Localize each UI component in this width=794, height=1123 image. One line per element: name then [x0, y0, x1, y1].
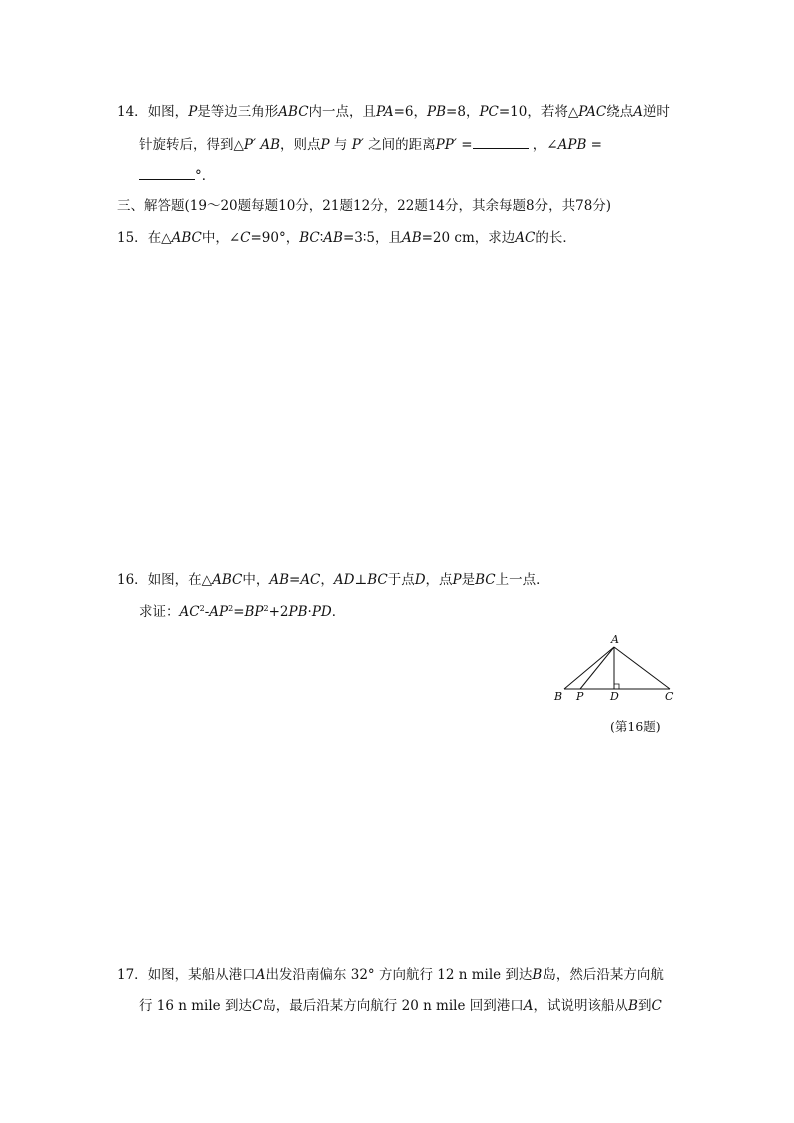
label-D: D [610, 690, 619, 703]
right-angle-mark [614, 684, 619, 689]
q16-figure-caption: (第16题) [610, 719, 661, 734]
q16-proof-statement: 求证：$AC^2-AP^2=BP^2+2PB\cdot PD$． [139, 604, 346, 620]
q16-number: 16． [117, 572, 148, 588]
label-P: P [576, 690, 584, 703]
q14-answer-blank-2[interactable] [139, 165, 195, 180]
q14-line-2: 针旋转后，得到△P′ AB，则点P 与 P′ 之间的距离PP′ = ，∠APB = [139, 134, 602, 155]
q17-number: 17． [117, 967, 148, 983]
q17-line-2: 行 16 n mile 到达C岛，最后沿某方向航行 20 n mile 回到港口A，试说明该船从B到C [139, 998, 662, 1014]
q15-number: 15． [117, 230, 148, 246]
segment-AB [564, 647, 614, 689]
q16-triangle-figure [546, 630, 686, 710]
q17-line-1: 17．如图，某船从港口A出发沿南偏东 32° 方向航行 12 n mile 到达B岛，然后沿某方向航 [117, 967, 664, 983]
q15-line-1: 15．在△ABC中，∠C=90°，BC∶AB=3∶5，且AB=20 cm，求边AC的长． [117, 230, 576, 246]
q16-line-1: 16．如图，在△ABC中，AB=AC，AD⊥BC于点D，点P是BC上一点． [117, 572, 550, 588]
segment-AP [580, 647, 614, 689]
section-3-title: 三、解答题(19～20题每题10分，21题12分，22题14分，其余每题8分，共78分) [117, 198, 612, 214]
q14-line-3: °． [139, 165, 215, 186]
label-C: C [665, 690, 674, 703]
segment-AC [614, 647, 670, 689]
label-A: A [611, 633, 619, 646]
q14-answer-blank-1[interactable] [473, 134, 529, 149]
q14-number: 14． [117, 104, 148, 120]
q14-line-1: 14．如图，P是等边三角形ABC内一点，且PA=6，PB=8，PC=10，若将△PAC绕点A逆时 [117, 104, 670, 120]
label-B: B [554, 690, 563, 703]
